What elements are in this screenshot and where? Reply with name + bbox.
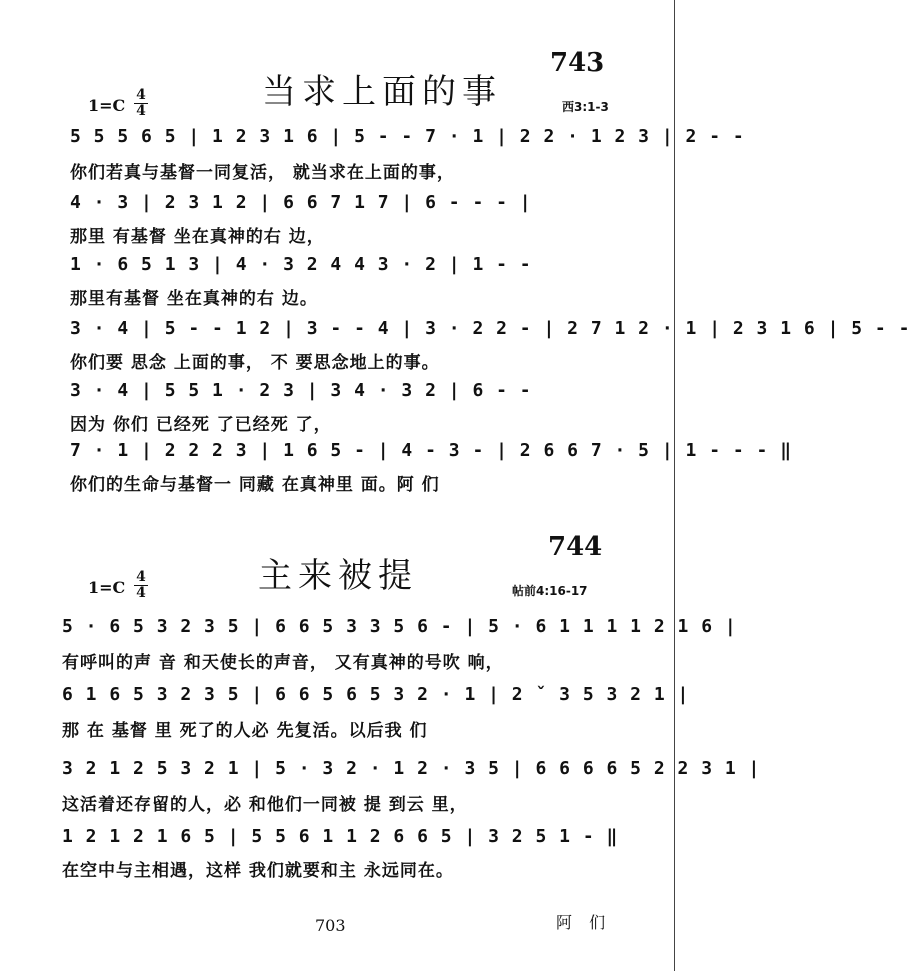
lyrics-line: 那里 有基督 坐在真神的右 边， (70, 227, 325, 247)
notation-line: 1 · 6 5 1 3 | 4 · 3 2 4 4 3 · 2 | 1 - - (70, 254, 532, 275)
page-number: 703 (315, 916, 346, 935)
footer-amen: 阿 们 (556, 913, 612, 932)
song-number: 743 (550, 48, 605, 78)
song-title: 主来被提 (258, 556, 418, 596)
lyrics-line: 这活着还存留的人，必 和他们一同被 提 到云 里， (62, 795, 468, 815)
notation-line: 6 1 6 5 3 2 3 5 | 6 6 5 6 5 3 2 · 1 | 2 ˇ 3 5 3 2 1 | (62, 684, 690, 705)
scripture-reference: 西3:1-3 (562, 100, 609, 114)
time-sig-bottom: 4 (134, 585, 148, 601)
lyrics-line: 在空中与主相遇，这样 我们就要和主 永远同在。 (62, 861, 454, 881)
song-number: 744 (548, 532, 603, 562)
time-sig-top: 4 (136, 569, 146, 585)
notation-line: 3 2 1 2 5 3 2 1 | 5 · 3 2 · 1 2 · 3 5 | 6 6 6 6 5 2 2 3 1 | (62, 758, 761, 779)
notation-line: 5 5 5 6 5 | 1 2 3 1 6 | 5 - - 7 · 1 | 2 2 · 1 2 3 | 2 - - (70, 126, 745, 147)
notation-line: 4 · 3 | 2 3 1 2 | 6 6 7 1 7 | 6 - - - | (70, 192, 532, 213)
lyrics-line: 你们的生命与基督一 同藏 在真神里 面。阿 们 (70, 475, 440, 495)
song-title: 当求上面的事 (262, 72, 502, 112)
lyrics-line: 那 在 基督 里 死了的人必 先复活。以后我 们 (62, 721, 428, 741)
notation-line: 3 · 4 | 5 5 1 · 2 3 | 3 4 · 3 2 | 6 - - (70, 380, 532, 401)
lyrics-line: 因为 你们 已经死 了已经死 了， (70, 415, 332, 435)
notation-line: 1 2 1 2 1 6 5 | 5 5 6 1 1 2 6 6 5 | 3 2 5 1 - ‖ (62, 826, 619, 847)
notation-line: 3 · 4 | 5 - - 1 2 | 3 - - 4 | 3 · 2 2 - | 2 7 1 2 · 1 | 2 3 1 6 | 5 - - (70, 318, 910, 339)
notation-line: 7 · 1 | 2 2 2 3 | 1 6 5 - | 4 - 3 - | 2 6 6 7 · 5 | 1 - - - ‖ (70, 440, 793, 461)
time-signature (134, 570, 148, 601)
time-sig-bottom: 4 (134, 103, 148, 119)
time-sig-top: 4 (136, 87, 146, 103)
lyrics-line: 那里有基督 坐在真神的右 边。 (70, 289, 318, 309)
key-signature: 1=C (88, 578, 126, 597)
key-signature: 1=C (88, 96, 126, 115)
scripture-reference: 帖前4:16-17 (512, 584, 588, 598)
notation-line: 5 · 6 5 3 2 3 5 | 6 6 5 3 3 5 6 - | 5 · 6 1 1 1 1 2 1 6 | (62, 616, 737, 637)
lyrics-line: 你们要 思念 上面的事， 不 要思念地上的事。 (70, 353, 440, 373)
lyrics-line: 有呼叫的声 音 和天使长的声音， 又有真神的号吹 响， (62, 653, 504, 673)
time-signature (134, 88, 148, 119)
lyrics-line: 你们若真与基督一同复活， 就当求在上面的事， (70, 163, 455, 183)
